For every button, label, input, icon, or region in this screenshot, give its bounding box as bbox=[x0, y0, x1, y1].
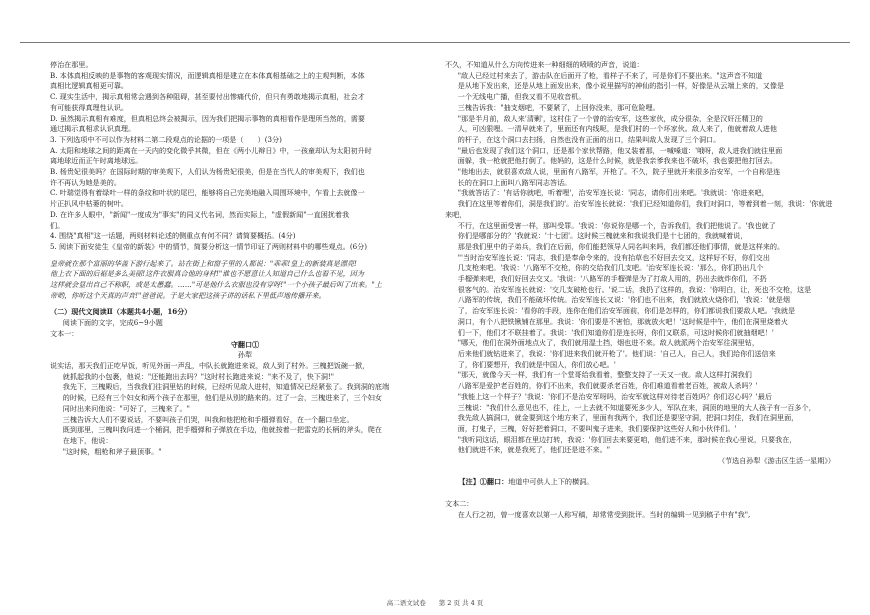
top-rule bbox=[20, 42, 850, 43]
text-line: 后来他们就钻进来了，我说：'你们进来我们就开枪了'。他们说：'自己人，自己人，我们给你们送信来 bbox=[457, 348, 776, 358]
text-line: 三槐告诉大人们不要说话，不要叫孩子们哭，叫我和他把枪和手榴弹看好，在一个翻口坐定。 bbox=[62, 414, 354, 424]
story-source: （节选自孙犁《游击区生活一星期》） bbox=[717, 456, 835, 466]
text-line: 离地球近而正午时离地球远。 bbox=[50, 156, 143, 166]
text-line: "我听同这话，眼泪都在里边打转，我说：'你们回去来要更咱，他们进不来，那时候在我心里说，只要我在， bbox=[457, 434, 797, 444]
text-line: "我就答话了：'有话你就吧，听着哩'，治安军连长说：'同志，请你们出来吧。'我就说：'你进来吧， bbox=[457, 188, 769, 198]
page-footer: 高二语文试卷 第 2 页 共 4 页 bbox=[386, 599, 484, 607]
text-line: 说实话，那天我们正吃早饭，听见外面一声乱，中队长就跑进来说，敌人到了村外。三槐把饭碗一掀， bbox=[50, 360, 370, 370]
text-line: 5. 阅读下面安徒生《皇帝的新装》中的情节，简要分析这一情节印证了两则材料中的哪些观点。(6分) bbox=[50, 241, 368, 251]
text-line: 八路军的传统，我们不能破坏传统。治安军连长又说：'你们也不出来，我们就放火烧你们，'我说：'就是烟 bbox=[457, 295, 790, 305]
andersen-excerpt bbox=[50, 259, 440, 302]
text-line: 他们就进不来，就是我死了，他们还是进不来。" bbox=[457, 445, 610, 455]
text-line: D. 虽然揭示真相有难度，但真相总终会被揭示，因为我们把揭示事物的真相看作是理所当然的，需要 bbox=[50, 113, 365, 123]
text-line: B. 杨贵妃很美吗？在国际时期的审美观下，人们认为杨贵妃很美，但是在当代人的审美观下，我们也 bbox=[50, 167, 365, 177]
text-line: 片正扒风中枯萎的树叶。 bbox=[50, 199, 129, 209]
text-line: 许不再认为她是美的。 bbox=[50, 177, 121, 187]
text-line: 我先敌人搞洞口，就金要到这个地方来了，里面有我两个，我们还是要坚守洞，把洞口封住，我们在洞里面， bbox=[457, 413, 799, 423]
story-title: 守翻口① bbox=[230, 339, 260, 349]
text-line: 们一下，他们才不联挂着了。我说：'我们知道你们是连长呀，你们又联系，可这时候你们就抽烟吧！' bbox=[457, 327, 774, 337]
text-line: 既到那里，三槐叫我问进一个桶洞，把手榴弹和子弹放在手边，他就按着一把雷克的长柄的斧头，爬在 bbox=[62, 425, 382, 435]
text-line: 4. 围绕"真相"这一话题，两则材料论述的侧重点有何不同？请简要概括。(4分) bbox=[50, 231, 296, 241]
text-line: 的时候，已经有三个妇女和两个孩子在那里，他们是从别的路来的。过了一会，三槐进来了，三个妇女 bbox=[62, 393, 382, 403]
text-line: 的杆子，在这个洞口去扫扬，自然也没有正面的出口，结果叫敌人发现了三个洞口。 bbox=[457, 134, 721, 144]
story-author: 孙犁 bbox=[237, 350, 253, 360]
text-line: "这时候，粗枪和斧子最顶事。" bbox=[62, 446, 162, 456]
text-line: 他上衣下面的后裾是多么美丽!这件衣服真合他的身材!"谁也不愿意让人知道自己什么也看不见，因为 bbox=[50, 269, 364, 279]
text-line: 不久，不知道从什么方向传进来一种细细的喷喷的声音，说道： bbox=[445, 60, 644, 69]
footnote bbox=[445, 467, 835, 499]
text-line: 这样就会显出自己不称职，或是太愚蠢。……"可是他什么衣服也没有穿呀!"一个小孩子最后叫了出来。"上 bbox=[50, 280, 382, 290]
text-line: 真相比逻辑真相更可靠。 bbox=[50, 81, 129, 91]
text-line: 同时出来问他说："可好了，三槐来了。" bbox=[62, 403, 190, 413]
text-line: 通过揭示真相求认识真理。 bbox=[50, 124, 136, 134]
text-line: "他地出去，就很喜欢敌人说，里面有八路军，开枪了。不久，院子里就开来很多治安军，一个自称是连 bbox=[457, 167, 781, 177]
text-line: "那是半月前，敌人来'清剿'，这村住了一个曾的治安军，这些家伙，成分很杂，全是汉奸汪精卫的 bbox=[457, 113, 763, 123]
text-line: 八路军是爱护老百姓的，你们不出来，我们就要杀老百姓，你们难道看着老百姓，被敌人杀吗？' bbox=[457, 381, 758, 391]
text-line: 了，你们要想开，我们就是中国人，你们放心吧。' bbox=[457, 359, 616, 369]
text-line: 三槐告诉我："抽支烟吧，不要紧了，上回你没来，那可危险哩。 bbox=[457, 102, 660, 112]
section-instruction: 阅读下面的文字，完成6~9小题 bbox=[62, 318, 163, 328]
text-line: 我们在这里等着你们，洞是我们的'。治安军连长就说：'我们已经知道你们，我们对洞口，等着到着一刻，我说：'你就进来吧， bbox=[445, 199, 833, 219]
text-line: "'当时治安军连长说：'同志，我们是奉命令来的，没有抬草也不好回去交又，这样好不好，你们交出 bbox=[457, 252, 770, 262]
footnote-label: 【注】①翻口： bbox=[458, 477, 509, 487]
text-line: 皇帝就在那个富丽的华盖下游行起来了。站在街上和窗子里的人都说："乖乖!皇上的新装真是漂亮! bbox=[50, 258, 357, 268]
text-line: 在地下，他说： bbox=[62, 435, 113, 445]
text-line: 停治在那里。 bbox=[50, 60, 93, 69]
text-line: 们。 bbox=[50, 220, 65, 230]
story-continuation bbox=[445, 60, 835, 456]
text-line: "最后也发现了我们这个洞口，还是那个家伙帮路，他又装着那，一喊嗓道：'哦呀，敌人进我们就往里面 bbox=[457, 145, 783, 155]
text-line: 了，治安军连长说：'看你的手段，连你在他们治安军面前，你们是怎样的，你们都说我们要敌人吧。'我就是 bbox=[457, 306, 796, 316]
text-line: 就抓起我的小包裹，他说："还能跑出去吗？"这时村长跑进来说："来不及了，快下洞!" bbox=[62, 371, 335, 381]
left-question-lines bbox=[50, 60, 440, 253]
text-line: A. 太阳和地球之间的距离在一天内的变化微乎其微，但在《两小儿辩日》中，一孩童却认为太阳初升时 bbox=[50, 145, 372, 155]
text-line: 三槐说："我们什么意见也不，往上，一上去就不知道要死多少人，军队在来，洞顶的地里的大人孩子有一百多个， bbox=[457, 402, 816, 412]
text-line: 几支枪来吧。'我说：'八路军不交枪，你的交给我们几支吧。'治安军连长说：'那么，你们扔出几个 bbox=[457, 263, 764, 273]
text-line: 长的在洞口上面叫八路军同志答话。 bbox=[457, 177, 572, 187]
text-line: 帝哟，你听这个天真的声音!"爸爸说。于是大家把这孩子讲的话私下里低声地传播开来。 bbox=[50, 290, 326, 300]
text-line: "我能上这一个样子？'我说：'你们不是治安军呀吗，治安军就这样对待老百姓吗？你们忍心吗？'最后 bbox=[457, 391, 772, 401]
right-column bbox=[445, 60, 835, 520]
text-line: 有可能获得真理性认识。 bbox=[50, 102, 129, 112]
text-line: 我先下，三槐殿后，当我我们往洞里钻的时候，已经听见敌人进村，知道情况已经紧张了。我到洞的底端 bbox=[62, 382, 390, 392]
text-line: 人，可凶狠哩。一清早就来了，里面还有内线呢，是我们村的一个坏家伙。敌人来了，他就着敌人进他 bbox=[457, 124, 777, 134]
text-line: C. 现实生活中，揭示真相常会遇到各种阻碍，甚至要付出惨痛代价，但只有勇敢地揭示真相，社会才 bbox=[50, 92, 365, 102]
text-one-label: 文本一： bbox=[50, 328, 79, 338]
text-line: 很客气的。治安军连长就说：'交几支破枪也行。'说二话，我扔了这样的，我说：'你明白，让，死也不交枪，这是 bbox=[457, 284, 812, 294]
text-line: B. 本体真相反映的是事物的客观现实情况，而逻辑真相是建立在本体真相基础之上的主观判断，本体 bbox=[50, 70, 365, 80]
story-text bbox=[50, 361, 440, 457]
section-title: （二）现代文阅读Ⅱ（本题共4小题，16分） bbox=[50, 307, 192, 317]
text-line: 不行，在这里面受害一样，那叫受罪。'我说：'你说你是哪一个，告诉我们，我们把他说了。'我也就了 bbox=[457, 220, 776, 230]
text-line: 手榴弹来吧，我们好回去交又。'我说：'八路军的手榴弹是为了打敌人用的，扔出去就炸你们，不扔 bbox=[457, 274, 767, 284]
text-line: 那是我们里中的子弟兵，我们在后面，你们能把领导人同名叫来吗，我们都还他们事情，就是这样来的。 bbox=[457, 241, 785, 251]
text-line: 你们是哪部分的？'我就说：'十七团'。这时候三槐就来和我说我们是十七团的，我就喊着说， bbox=[457, 231, 748, 241]
footnote-text: 地道中可供人上下的横洞。 bbox=[508, 477, 594, 487]
text-line: C. 叶瑞觉得有着绿叶一样的条纹和叶状的尾巴，能够将自己完美地融入周围环境中，乍看上去就像一 bbox=[50, 188, 365, 198]
text-line: 一个无线电广播，但我又看不见收音机。 bbox=[457, 92, 586, 102]
text-line: 3. 下列选项中不可以作为材料二第二段观点的论据的一项是（ ）(3分) bbox=[50, 134, 282, 144]
text-line: 是从地下发出来，还是从地上面发出来，像小说里描写的神仙的指引一样，好像是从云端上来的，又像是 bbox=[457, 81, 785, 91]
text-two-label: 文本二： bbox=[445, 498, 474, 508]
text-two-line: 在人行之初，曾一度喜欢以第一人称写稿，却常常受到批评。当时的编辑一见到稿子中有"我", bbox=[457, 509, 751, 519]
text-line: 面，打鬼子，三槐，好好把着洞口，不要叫鬼子进来，我们要保护这些好人和小伙伴们。' bbox=[457, 423, 737, 433]
text-line: "那天，就像今天一样，我们有一个堂哥给我看着，整整支持了一天又一夜。敌人这样打洞我们 bbox=[457, 370, 752, 380]
text-line: D. 在许多人眼中，"新闻"一度成为"事实"的同义代名词，然而实际上，"虚假新闻"一直困扰着我 bbox=[50, 209, 350, 219]
left-column bbox=[50, 60, 440, 457]
text-line: "哪天，他们在洞外面地点火了，我们就用湿土挡，烟也进不来。敌人就派两个治安军往洞里钻， bbox=[457, 338, 759, 348]
text-line: 面躲，我一枪就把他打倒了。他妈的，这是什么时候，就是我亲爹我来也不破坏，我也要把他打回去。 bbox=[457, 156, 777, 166]
text-line: 洞口，有个八把铁锹铺在那里。我说：'你们要是不害怕，那就放火吧！'这时候是中午，他们在洞里烧着火 bbox=[457, 316, 788, 326]
text-line: "敌人已经过村来去了，游击队在后面开了枪，看样子不来了，可是你们不要出来。"这声音不知道 bbox=[457, 70, 763, 80]
